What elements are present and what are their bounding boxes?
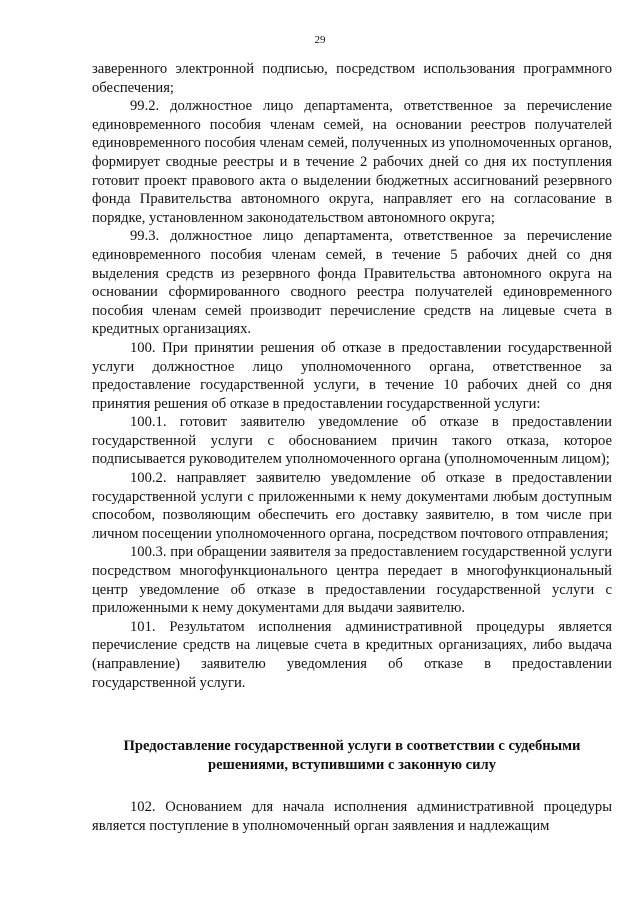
- body-text: [92, 60, 612, 692]
- section-body: [92, 798, 612, 835]
- section-heading: Предоставление государственной услуги в соответствии с судебными решениями, вступившими с законную силу: [123, 738, 581, 773]
- page-number: 29: [314, 34, 326, 46]
- paragraph-102: 102. Основанием для начала исполнения административной процедуры является поступление в уполномоченный орган заявления и надлежащим: [92, 799, 612, 834]
- paragraph-101: 101. Результатом исполнения административной процедуры является перечисление средств на лицевые счета в кредитных организациях, либо выдача (направление) заявителю уведомления об отказе в предоставлении государственной услуги.: [92, 618, 612, 691]
- paragraph-100-3: 100.3. при обращении заявителя за предоставлением государственной услуги посредством многофункционального центра передает в многофункциональный центр уведомление об отказе в предоставлении государственной услуги с приложенными к нему документами для выдачи заявителю.: [92, 544, 612, 617]
- paragraph-100-2: 100.2. направляет заявителю уведомление об отказе в предоставлении государственной услуги с приложенными к нему документами любым доступным способом, позволяющим обеспечить его доставку заявителю, в том числе при личном посещении уполномоченного органа, посредством почтового отправления;: [92, 470, 612, 542]
- paragraph-99-2: 99.2. должностное лицо департамента, ответственное за перечисление единовременного пособия членам семей, на основании реестров получателей единовременного пособия членам семей, полученных из уполномоченных органов, формирует сводные реестры и в течение 2 рабочих дней со дня их поступления готовит проект правового акта о выделении бюджетных ассигнований резервного фонда Правительства автономного округа, направляет его на согласование в порядке, установленном законодательством автономного округа;: [92, 98, 612, 226]
- paragraph-99-3: 99.3. должностное лицо департамента, ответственное за перечисление единовременного пособия членам семей, в течение 5 рабочих дней со дня выделения средств из резервного фонда Правительства автономного округа на основании сформированного сводного реестра получателей единовременного пособия членам семей производит перечисление средств на лицевые счета в кредитных организациях.: [92, 228, 612, 338]
- paragraph-100-1: 100.1. готовит заявителю уведомление об отказе в предоставлении государственной услуги с обоснованием причин такого отказа, которое подписывается руководителем уполномоченного органа (уполномоченным лицом);: [92, 414, 612, 468]
- paragraph-continuation: заверенного электронной подписью, посредством использования программного обеспечения;: [92, 61, 612, 96]
- paragraph-100: 100. При принятии решения об отказе в предоставлении государственной услуги должностное лицо уполномоченного органа, ответственное за предоставление государственной услуги, в течение 10 рабочих дней со дня принятия решения об отказе в предоставлении государственной услуги:: [92, 339, 612, 412]
